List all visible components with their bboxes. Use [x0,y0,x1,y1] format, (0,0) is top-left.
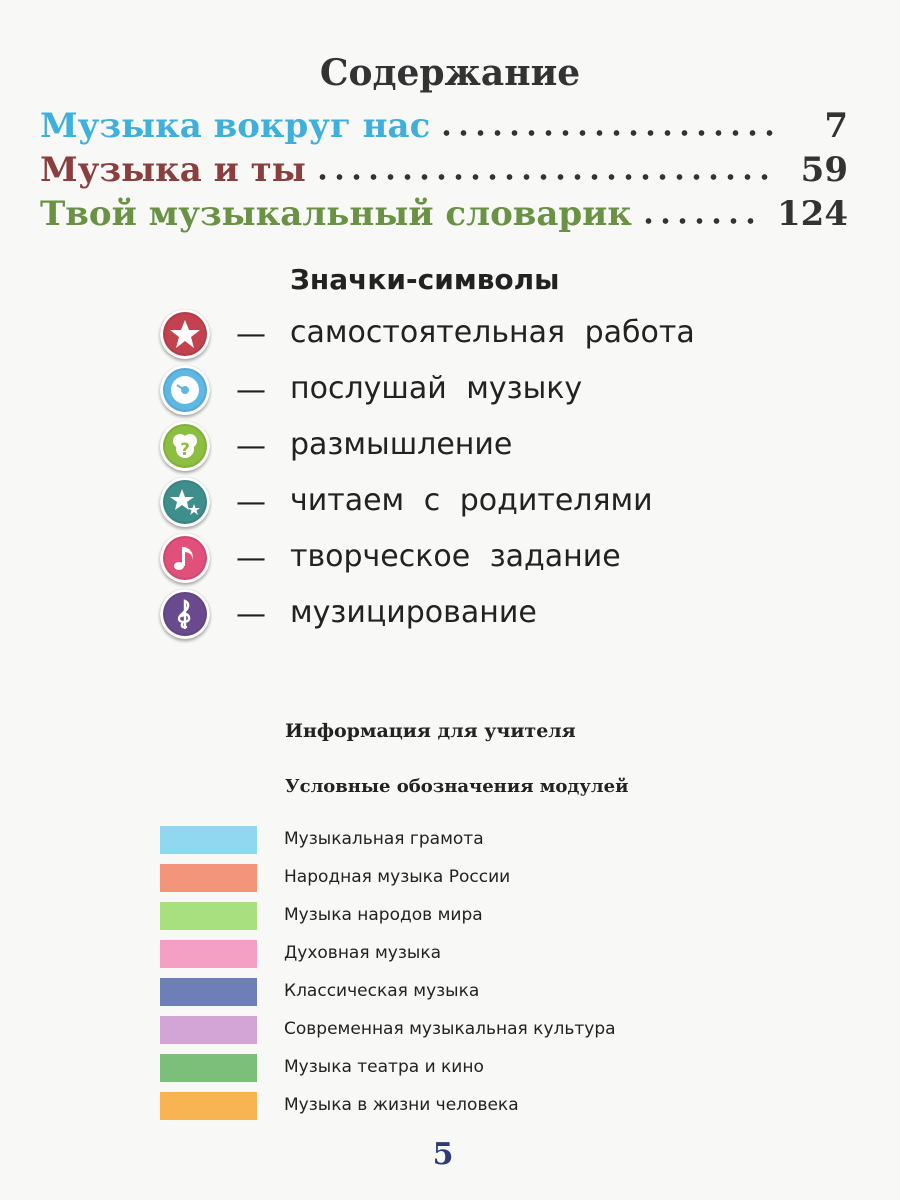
symbol-dash: — [236,373,266,408]
toc-entry-label: Твой музыкальный словарик [40,194,632,234]
page-number: 5 [432,1137,454,1172]
module-label: Классическая музыка [284,981,480,1001]
disc-icon [160,365,210,415]
color-swatch [160,902,257,930]
symbol-row [160,533,780,589]
module-legend-item [160,1016,760,1044]
symbol-row [160,309,780,365]
color-swatch [160,1092,257,1120]
toc-entry-label: Музыка вокруг нас [40,106,431,146]
toc-entry-page: 7 [824,106,848,146]
stars-icon [160,477,210,527]
module-label: Современная музыкальная культура [284,1019,616,1039]
toc-entry-page: 124 [777,194,848,234]
dot-leader [438,129,774,137]
module-legend-item [160,1054,760,1082]
symbol-dash: — [236,541,266,576]
symbol-text: послушай музыку [290,371,583,406]
color-swatch [160,826,257,854]
dot-leader [314,173,774,181]
symbol-text: размышление [290,427,513,462]
dot-leader [640,217,763,225]
module-legend-item [160,864,760,892]
module-legend-item [160,902,760,930]
symbol-dash: — [236,485,266,520]
treble-clef-icon [160,589,210,639]
symbol-dash: — [236,429,266,464]
module-label: Музыка народов мира [284,905,483,925]
module-label: Музыка в жизни человека [284,1095,519,1115]
svg-text:?: ? [180,440,190,460]
color-swatch [160,1054,257,1082]
symbol-text: творческое задание [290,539,621,574]
modules-legend-title: Условные обозначения модулей [285,776,629,797]
module-legend-item [160,978,760,1006]
symbol-row [160,589,780,645]
toc-entry-page: 59 [800,150,848,190]
question-icon [160,421,210,471]
module-label: Музыка театра и кино [284,1057,484,1077]
module-legend-item [160,940,760,968]
color-swatch [160,1016,257,1044]
star-icon [160,309,210,359]
toc-entry-music-around-us[interactable] [40,106,848,156]
symbols-title: Значки-символы [290,263,560,296]
module-label: Народная музыка России [284,867,511,887]
symbol-text: самостоятельная работа [290,315,695,350]
teacher-info-title: Информация для учителя [285,720,576,742]
symbol-row [160,365,780,421]
symbol-text: читаем с родителями [290,483,653,518]
module-legend-item [160,1092,760,1120]
module-label: Духовная музыка [284,943,442,963]
toc-entry-music-and-you[interactable] [40,150,848,200]
symbol-row [160,477,780,533]
module-legend-item [160,826,760,854]
color-swatch [160,940,257,968]
symbol-row [160,421,780,477]
toc-entry-music-dictionary[interactable] [40,194,848,244]
color-swatch [160,864,257,892]
symbol-dash: — [236,317,266,352]
symbol-text: музицирование [290,595,537,630]
toc-entry-label: Музыка и ты [40,150,306,190]
symbol-dash: — [236,597,266,632]
music-note-icon [160,533,210,583]
color-swatch [160,978,257,1006]
module-label: Музыкальная грамота [284,829,484,849]
contents-title: Содержание [319,52,581,94]
